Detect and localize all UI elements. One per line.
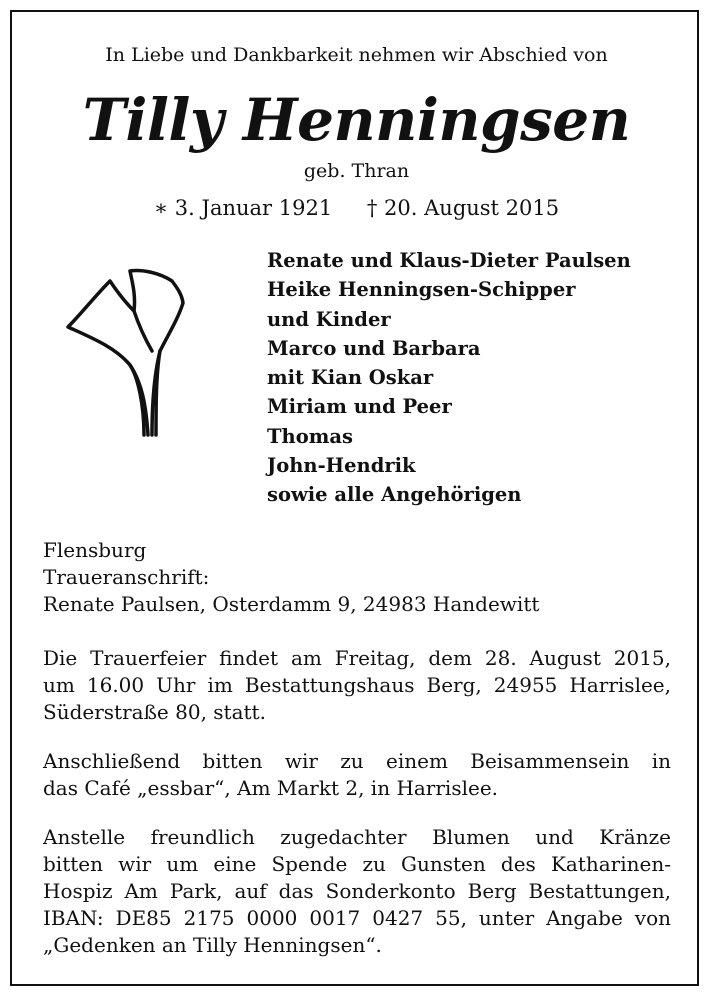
mourner-line: und Kinder	[267, 307, 391, 331]
mourner-line: Marco und Barbara	[267, 336, 481, 360]
paragraph-line: Anschließend bitten wir zu einem Beisammensein in	[43, 749, 671, 773]
city: Flensburg	[43, 538, 147, 562]
mourner-line: Thomas	[267, 424, 353, 448]
paragraph-line: um 16.00 Uhr im Bestattungshaus Berg, 24955 Harrislee,	[43, 673, 671, 697]
address-label: Traueranschrift:	[43, 565, 210, 589]
mourner-line: sowie alle Angehörigen	[267, 483, 522, 507]
life-dates	[0, 196, 713, 220]
mourners-list	[267, 246, 631, 510]
paragraph-line: Süderstraße 80, statt.	[43, 700, 266, 724]
donation-paragraph	[43, 824, 671, 959]
paragraph-line: Hospiz Am Park, auf das Sonderkonto Berg Bestattungen,	[43, 879, 671, 903]
death-date: † 20. August 2015	[366, 196, 560, 220]
intro-text: In Liebe und Dankbarkeit nehmen wir Abschied von	[105, 44, 608, 66]
mourner-line: Renate und Klaus-Dieter Paulsen	[267, 249, 631, 272]
paragraph-line: „Gedenken an Tilly Henningsen“.	[43, 933, 382, 957]
mourner-line: Heike Henningsen-Schipper	[267, 278, 576, 302]
paragraph-line: IBAN: DE85 2175 0000 0017 0427 55, unter Angabe von	[43, 906, 671, 930]
birth-date: ∗ 3. Januar 1921	[153, 196, 333, 220]
ginkgo-leaf-icon	[60, 265, 190, 465]
mourner-line: Miriam und Peer	[267, 395, 452, 419]
paragraph-line: bitten wir um eine Spende zu Gunsten des Katharinen-	[43, 852, 671, 876]
paragraph-line: Anstelle freundlich zugedachter Blumen und Kränze	[43, 825, 671, 849]
mourner-line: mit Kian Oskar	[267, 366, 434, 390]
gathering-paragraph	[43, 748, 671, 802]
address-line: Renate Paulsen, Osterdamm 9, 24983 Handewitt	[43, 592, 540, 616]
paragraph-line: das Café „essbar“, Am Markt 2, in Harrislee.	[43, 776, 499, 800]
deceased-name: Tilly Henningsen	[82, 86, 631, 154]
address-block	[43, 537, 671, 618]
paragraph-line: Die Trauerfeier findet am Freitag, dem 28. August 2015,	[43, 646, 671, 670]
mourner-line: John-Hendrik	[267, 454, 416, 478]
maiden-name: geb. Thran	[303, 160, 410, 182]
ceremony-paragraph	[43, 645, 671, 726]
